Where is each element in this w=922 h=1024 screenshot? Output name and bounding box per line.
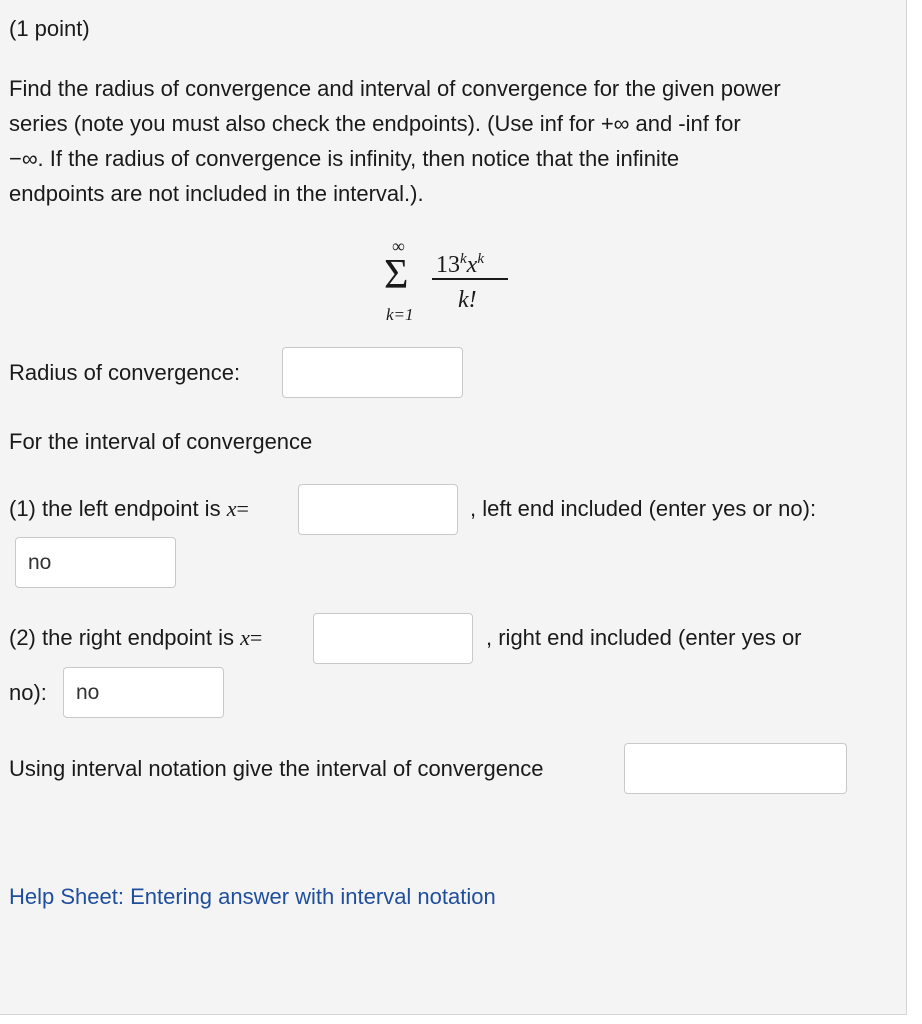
numerator-exponent-1: k — [460, 251, 467, 267]
numerator — [436, 246, 484, 278]
left-endpoint-prefix: (1) the left endpoint is — [9, 496, 221, 521]
instructions-line-3: −∞. If the radius of convergence is infinity, then notice that the infinite — [9, 146, 680, 171]
instructions-line-1: Find the radius of convergence and interval of convergence for the given power — [9, 76, 781, 101]
fraction-bar — [432, 278, 508, 280]
numerator-exponent-2: k — [477, 251, 484, 267]
right-endpoint-var: x — [240, 625, 250, 650]
left-endpoint-input[interactable] — [298, 484, 458, 535]
left-endpoint-eq: = — [236, 496, 249, 521]
interval-notation-label: Using interval notation give the interval of convergence — [9, 756, 544, 781]
radius-input[interactable] — [282, 347, 463, 398]
left-included-input[interactable] — [15, 537, 176, 588]
help-sheet-link[interactable]: Help Sheet: Entering answer with interval notation — [9, 884, 496, 909]
instructions-line-2: series (note you must also check the endpoints). (Use inf for +∞ and -inf for — [9, 111, 741, 136]
points-label: (1 point) — [9, 16, 90, 41]
left-endpoint-label — [9, 496, 249, 522]
denominator: k! — [458, 287, 477, 313]
sum-lower-limit: k=1 — [386, 305, 414, 324]
sum-upper-limit: ∞ — [392, 236, 405, 256]
numerator-variable: x — [466, 252, 478, 278]
right-included-label: , right end included (enter yes or — [486, 625, 802, 650]
right-endpoint-eq: = — [249, 625, 263, 650]
right-included-input[interactable] — [63, 667, 224, 718]
sigma-symbol: Σ — [384, 252, 409, 298]
interval-notation-input[interactable] — [624, 743, 847, 794]
right-endpoint-prefix: (2) the right endpoint is — [9, 625, 235, 650]
right-endpoint-label — [9, 625, 262, 651]
numerator-base: 13 — [436, 252, 460, 278]
right-included-label-cont: no): — [9, 680, 47, 705]
instructions-line-4: endpoints are not included in the interval.). — [9, 181, 424, 206]
left-endpoint-var: x — [226, 496, 237, 521]
left-included-label: , left end included (enter yes or no): — [470, 496, 817, 521]
radius-label: Radius of convergence: — [9, 360, 241, 385]
interval-intro: For the interval of convergence — [9, 429, 313, 454]
right-endpoint-input[interactable] — [313, 613, 473, 664]
